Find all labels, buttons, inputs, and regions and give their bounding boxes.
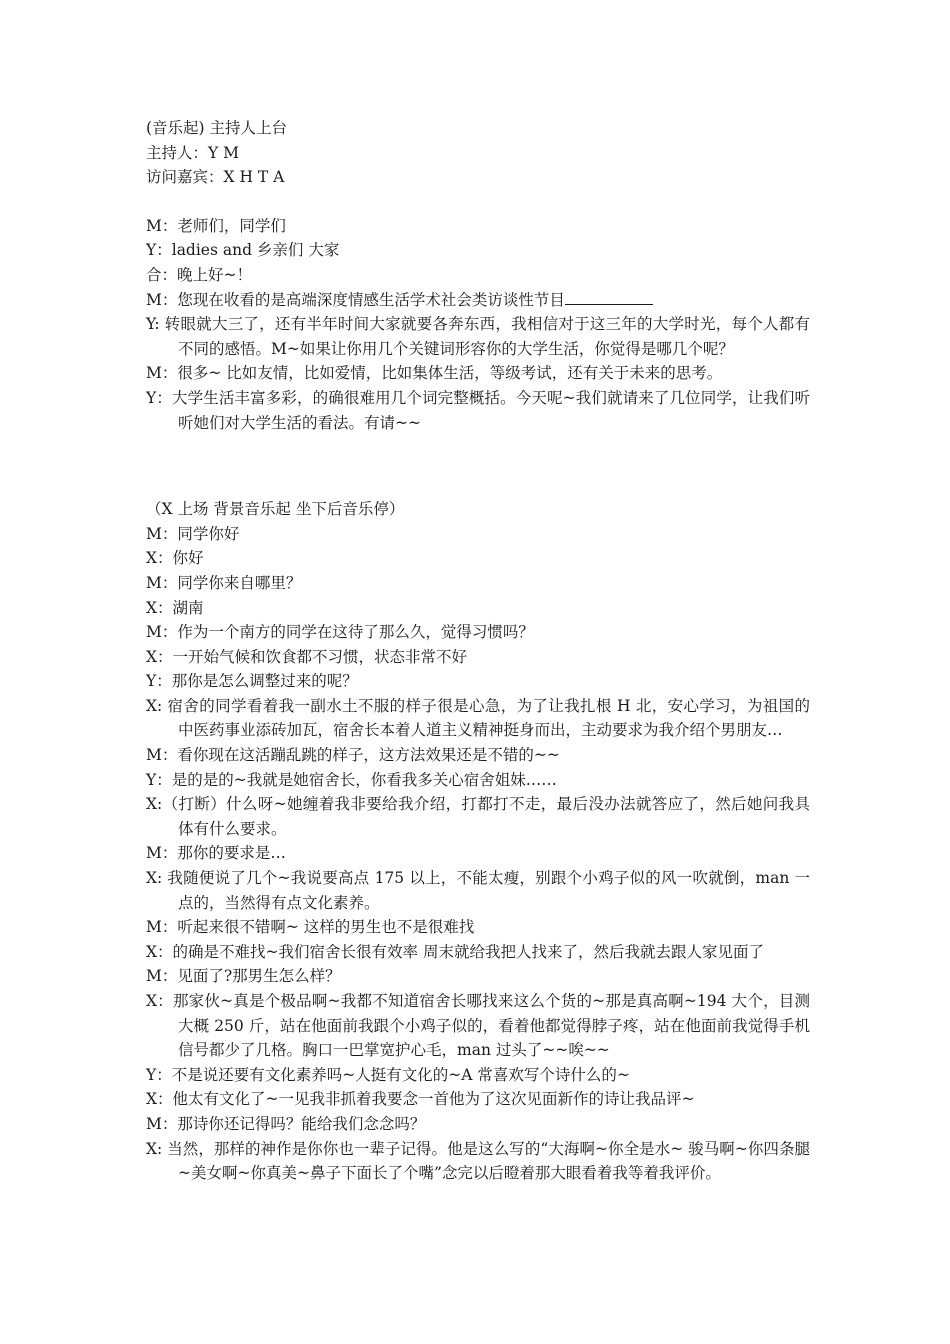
dialogue-paragraph: X:（打断）什么呀~她缠着我非要给我介绍，打都打不走，最后没办法就答应了，然后她问我具体有什么要求。	[146, 795, 810, 838]
dialogue-line: M：老师们，同学们	[146, 216, 286, 235]
dialogue-text: M：您现在收看的是高端深度情感生活学术社会类访谈性节目	[146, 290, 565, 309]
dialogue-line: X：一开始气候和饮食都不习惯，状态非常不好	[146, 647, 468, 666]
dialogue-paragraph: X: 我随便说了几个~我说要高点 175 以上，不能太瘦，别跟个小鸡子似的风一吹就倒，man 一点的，当然得有点文化素养。	[146, 869, 810, 912]
dialogue-line: M：那你的要求是…	[146, 844, 286, 863]
dialogue-paragraph: X: 宿舍的同学看着我一副水土不服的样子很是心急，为了让我扎根 H 北，安心学习，为祖国的中医药事业添砖加瓦，宿舍长本着人道主义精神挺身而出，主动要求为我介绍个男朋友…	[146, 696, 810, 740]
dialogue-line: M：同学你好	[146, 524, 240, 543]
dialogue-paragraph: X：那家伙~真是个极品啊~我都不知道宿舍长哪找来这么个货的~那是真高啊~194 大个，目测大概 250 斤，站在他面前我跟个小鸡子似的，看着他都觉得脖子疼，站在他面前我觉得手机信号都少了几格。胸口一巴掌宽护心毛，man 过头了~~唉~~	[146, 992, 810, 1060]
stage-direction: （X 上场 背景音乐起 坐下后音乐停）	[146, 500, 405, 519]
dialogue-line: X：你好	[146, 549, 204, 568]
dialogue-paragraph: X: 当然，那样的神作是你你也一辈子记得。他是这么写的“大海啊~你全是水~ 骏马啊~你四条腿~美女啊~你真美~鼻子下面长了个嘴”念完以后瞪着那大眼看着我等着我评价。	[146, 1139, 810, 1183]
dialogue-line: Y：不是说还要有文化素养吗~人挺有文化的~A 常喜欢写个诗什么的~	[146, 1065, 630, 1084]
dialogue-paragraph: Y：大学生活丰富多彩，的确很难用几个词完整概括。今天呢~我们就请来了几位同学，让我们听听她们对大学生活的看法。有请~~	[146, 388, 810, 432]
dialogue-line: X：他太有文化了~一见我非抓着我要念一首他为了这次见面新作的诗让我品评~	[146, 1090, 695, 1109]
dialogue-line: M：作为一个南方的同学在这待了那么久，觉得习惯吗？	[146, 623, 534, 642]
header-block	[146, 116, 810, 190]
dialogue-line-with-blank	[146, 288, 810, 313]
fill-in-blank	[565, 290, 653, 305]
dialogue-section-1	[146, 214, 810, 435]
dialogue-line: Y：是的是的~我就是她宿舍长，你看我多关心宿舍姐妹……	[146, 770, 557, 789]
dialogue-line: Y：ladies and 乡亲们 大家	[146, 241, 340, 260]
dialogue-line: M：看你现在这活蹦乱跳的样子，这方法效果还是不错的~~	[146, 746, 560, 765]
document-page	[146, 116, 810, 1186]
dialogue-line: M：见面了?那男生怎么样？	[146, 967, 341, 986]
dialogue-section-2	[146, 497, 810, 1186]
guests-line: 访问嘉宾：X H T A	[146, 168, 285, 187]
stage-direction: (音乐起) 主持人上台	[146, 119, 288, 137]
dialogue-line: M：那诗你还记得吗？能给我们念念吗？	[146, 1114, 426, 1133]
dialogue-paragraph: M：很多~ 比如友情，比如爱情，比如集体生活，等级考试，还有关于未来的思考。	[146, 364, 723, 383]
dialogue-line: M：同学你来自哪里？	[146, 573, 302, 592]
dialogue-line: Y：那你是怎么调整过来的呢？	[146, 672, 358, 691]
dialogue-line: X：湖南	[146, 598, 204, 617]
dialogue-paragraph: Y: 转眼就大三了，还有半年时间大家就要各奔东西，我相信对于这三年的大学时光，每个人都有不同的感悟。M~如果让你用几个关键词形容你的大学生活，你觉得是哪几个呢？	[146, 315, 810, 358]
dialogue-line: 合：晚上好~！	[146, 265, 252, 284]
dialogue-line: X：的确是不难找~我们宿舍长很有效率 周末就给我把人找来了，然后我就去跟人家见面了	[146, 942, 764, 961]
hosts-line: 主持人：Y M	[146, 143, 240, 162]
dialogue-line: M：听起来很不错啊~ 这样的男生也不是很难找	[146, 918, 475, 937]
